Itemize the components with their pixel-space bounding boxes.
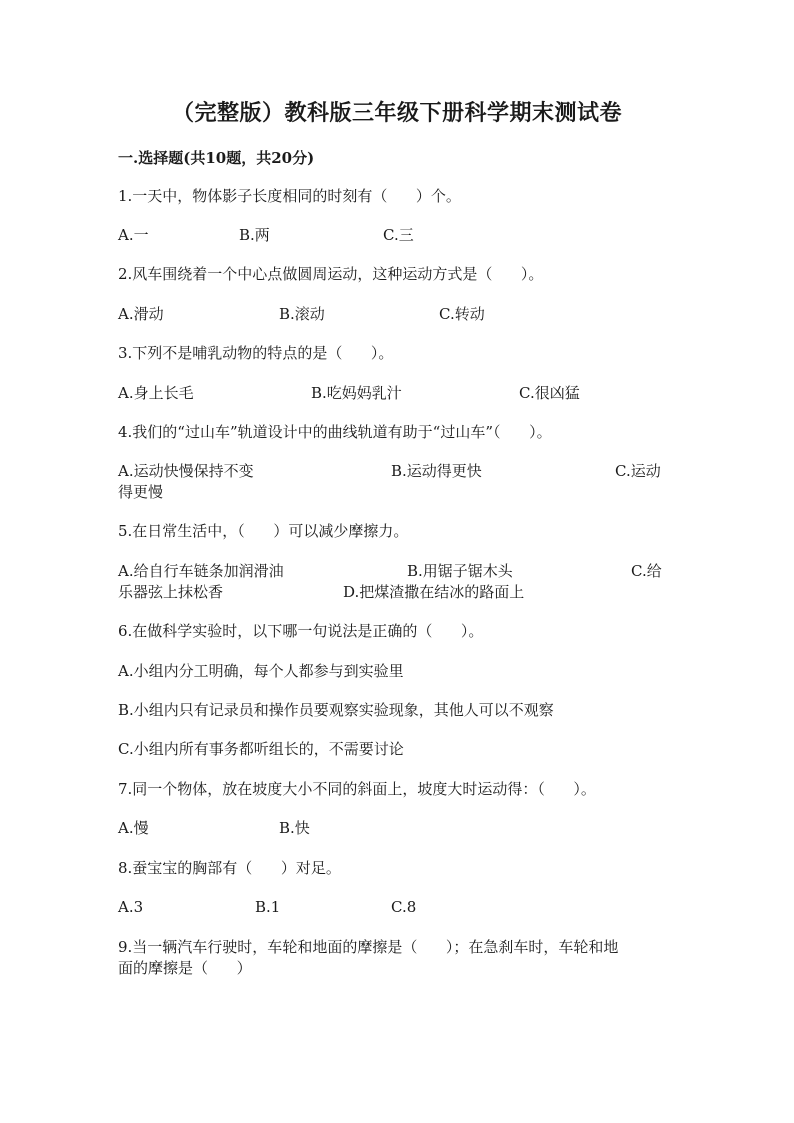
question-3-option-a: A.身上长毛 bbox=[118, 384, 194, 402]
question-1-option-c: C.三 bbox=[383, 226, 414, 244]
question-6-option-a: A.小组内分工明确，每个人都参与到实验里 bbox=[118, 662, 404, 680]
question-3-stem: 3.下列不是哺乳动物的特点的是（ ）。 bbox=[118, 344, 394, 362]
question-1-option-b: B.两 bbox=[239, 226, 270, 244]
question-8-option-b: B.1 bbox=[255, 898, 281, 916]
question-5-option-d: D.把煤渣撒在结冰的路面上 bbox=[343, 583, 525, 601]
question-9-stem-line2: 面的摩擦是（ ） bbox=[118, 959, 252, 977]
question-1-stem: 1.一天中，物体影子长度相同的时刻有（ ）个。 bbox=[118, 187, 461, 205]
question-3-option-c: C.很凶猛 bbox=[519, 384, 580, 402]
question-5-stem: 5.在日常生活中，（ ）可以减少摩擦力。 bbox=[118, 522, 409, 540]
question-2-option-c: C.转动 bbox=[439, 305, 485, 323]
question-4-option-c-line2: 得更慢 bbox=[118, 483, 164, 501]
question-4-option-c-line1: C.运动 bbox=[615, 462, 661, 480]
question-6-option-c: C.小组内所有事务都听组长的，不需要讨论 bbox=[118, 740, 404, 758]
question-4-option-b: B.运动得更快 bbox=[391, 462, 482, 480]
question-9-stem-line1: 9.当一辆汽车行驶时，车轮和地面的摩擦是（ ）；在急刹车时，车轮和地 bbox=[118, 938, 619, 956]
question-5-option-c-line2: 乐器弦上抹松香 bbox=[118, 583, 224, 601]
question-7-stem: 7.同一个物体，放在坡度大小不同的斜面上，坡度大时运动得：（ ）。 bbox=[118, 780, 596, 798]
document-title: （完整版）教科版三年级下册科学期末测试卷 bbox=[171, 100, 622, 126]
question-2-option-a: A.滑动 bbox=[118, 305, 164, 323]
question-5-option-c-line1: C.给 bbox=[631, 562, 662, 580]
question-2-option-b: B.滚动 bbox=[279, 305, 325, 323]
question-8-option-c: C.8 bbox=[391, 898, 417, 916]
question-2-stem: 2.风车围绕着一个中心点做圆周运动，这种运动方式是（ ）。 bbox=[118, 265, 544, 283]
question-1-option-a: A.一 bbox=[118, 226, 149, 244]
question-7-option-a: A.慢 bbox=[118, 819, 149, 837]
question-7-option-b: B.快 bbox=[279, 819, 310, 837]
question-6-option-b: B.小组内只有记录员和操作员要观察实验现象，其他人可以不观察 bbox=[118, 701, 554, 719]
question-4-option-a: A.运动快慢保持不变 bbox=[118, 462, 254, 480]
question-8-option-a: A.3 bbox=[118, 898, 144, 916]
question-5-option-b: B.用锯子锯木头 bbox=[407, 562, 513, 580]
question-3-option-b: B.吃妈妈乳汁 bbox=[311, 384, 402, 402]
section-heading: 一.选择题(共10题，共20分) bbox=[118, 149, 315, 167]
question-4-stem: 4.我们的“过山车”轨道设计中的曲线轨道有助于“过山车”（ ）。 bbox=[118, 423, 552, 441]
question-5-option-a: A.给自行车链条加润滑油 bbox=[118, 562, 284, 580]
question-6-stem: 6.在做科学实验时，以下哪一句说法是正确的（ ）。 bbox=[118, 622, 484, 640]
question-8-stem: 8.蚕宝宝的胸部有（ ）对足。 bbox=[118, 859, 341, 877]
